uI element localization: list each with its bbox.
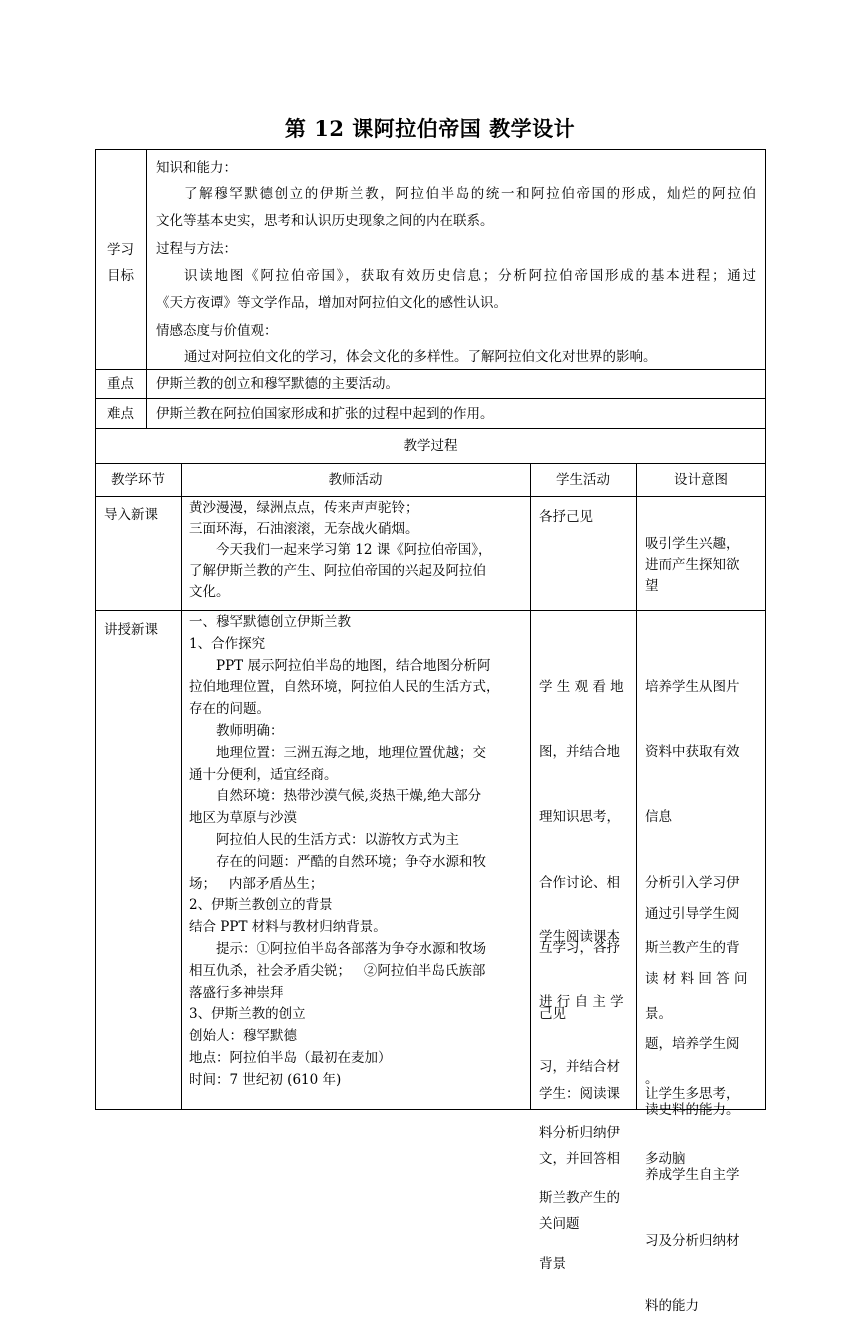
lecture-teacher: 一、穆罕默德创立伊斯兰教 1、合作探究 PPT 展示阿拉伯半岛的地图，结合地图分析阿 拉伯地理位置，自然环境，阿拉伯人民的生活方式， 存在的问题。 教师明确： 地理位置：三洲五海之地，地理位置优越；交 通十分便利，适宜经商。 自然环境：热带沙漠气候,炎热干燥,绝大部分 地区为草原与沙漠 阿拉伯人民的生活方式：以游牧方式为主 存在的问题：严酷的自然环境；争夺水源和牧 场； 内部矛盾丛生； 2、伊斯兰教创立的背景 结合 PPT 材料与教材归纳背景。 提示：①阿拉伯半岛各部落为争夺水源和牧场 相互仇杀，社会矛盾尖锐； ②阿拉伯半岛氏族部 落盛行多神崇拜 3、伊斯兰教的创立 创始人：穆罕默德 地点：阿拉伯半岛（最初在麦加） 时间：7 世纪初 (610 年) bbox=[189, 614, 500, 1088]
intro-teacher: 黄沙漫漫，绿洲点点，传来声声驼铃； 三面环海，石油滚滚，无奈战火硝烟。 今天我们一起来学习第 12 课《阿拉伯帝国》， 了解伊斯兰教的产生、阿拉伯帝国的兴起及阿拉伯 文化。 bbox=[189, 500, 492, 600]
divider bbox=[530, 463, 531, 1110]
divider bbox=[95, 463, 766, 464]
key-point-text: 伊斯兰教的创立和穆罕默德的主要活动。 bbox=[156, 376, 399, 392]
lecture-intent-2: 通过引导学生阅 读 材 料 回 答 问 题，培养学生阅 读史料的能力。 养成学生自主学 习及分析归纳材 料的能力 bbox=[645, 905, 748, 1314]
intro-stage: 导入新课 bbox=[104, 507, 158, 523]
lecture-intent-1: 培养学生从图片 资料中获取有效 信息 分析引入学习伊 斯兰教产生的背 景。 。 bbox=[645, 678, 740, 1087]
lecture-student-1: 学 生 观 看 地 图，并结合地 理知识思考， 合作讨论、相 互学习，各抒 己见 bbox=[539, 678, 624, 1022]
header-intent: 设计意图 bbox=[674, 472, 728, 488]
divider bbox=[95, 369, 766, 370]
header-student: 学生活动 bbox=[556, 472, 610, 488]
process-heading: 教学过程 bbox=[403, 438, 458, 454]
lecture-intent-3: 让学生多思考， 多动脑 bbox=[645, 1085, 740, 1167]
lecture-student-3: 学生：阅读课 文，并回答相 关问题 bbox=[539, 1085, 620, 1233]
difficult-point-label: 难点 bbox=[107, 406, 134, 422]
goals-sec1-line1: 了解穆罕默德创立的伊斯兰教，阿拉伯半岛的统一和阿拉伯帝国的形成，灿烂的阿拉伯 bbox=[184, 186, 756, 202]
header-teacher: 教师活动 bbox=[328, 472, 383, 488]
header-stage: 教学环节 bbox=[111, 472, 165, 488]
divider bbox=[146, 149, 147, 428]
intro-student: 各抒己见 bbox=[539, 509, 593, 525]
goals-sec2-title: 过程与方法： bbox=[156, 241, 237, 257]
intro-intent: 吸引学生兴趣， 进而产生探知欲 望 bbox=[645, 536, 740, 594]
goals-label: 学习 目标 bbox=[107, 242, 134, 284]
difficult-point-text: 伊斯兰教在阿拉伯国家形成和扩张的过程中起到的作用。 bbox=[156, 406, 494, 422]
page-title: 第 12 课阿拉伯帝国 教学设计 bbox=[284, 116, 576, 141]
goals-sec3-line1: 通过对阿拉伯文化的学习，体会文化的多样性。了解阿拉伯文化对世界的影响。 bbox=[184, 349, 657, 365]
divider bbox=[95, 428, 766, 429]
lecture-student-2: 学生阅读课本 进 行 自 主 学 习，并结合材 料分析归纳伊 斯兰教产生的 背景 bbox=[539, 928, 624, 1272]
lecture-stage: 讲授新课 bbox=[104, 622, 158, 638]
divider bbox=[95, 398, 766, 399]
goals-sec1-line2: 文化等基本史实，思考和认识历史现象之间的内在联系。 bbox=[156, 213, 494, 229]
divider bbox=[181, 463, 182, 1110]
goals-sec1-title: 知识和能力： bbox=[156, 160, 237, 176]
divider bbox=[95, 610, 766, 611]
goals-sec3-title: 情感态度与价值观： bbox=[156, 323, 278, 339]
key-point-label: 重点 bbox=[107, 376, 134, 392]
goals-sec2-line2: 《天方夜谭》等文学作品，增加对阿拉伯文化的感性认识。 bbox=[156, 295, 507, 311]
goals-sec2-line1: 识读地图《阿拉伯帝国》，获取有效历史信息；分析阿拉伯帝国形成的基本进程；通过 bbox=[184, 268, 756, 284]
divider bbox=[636, 463, 637, 1110]
divider bbox=[95, 496, 766, 497]
